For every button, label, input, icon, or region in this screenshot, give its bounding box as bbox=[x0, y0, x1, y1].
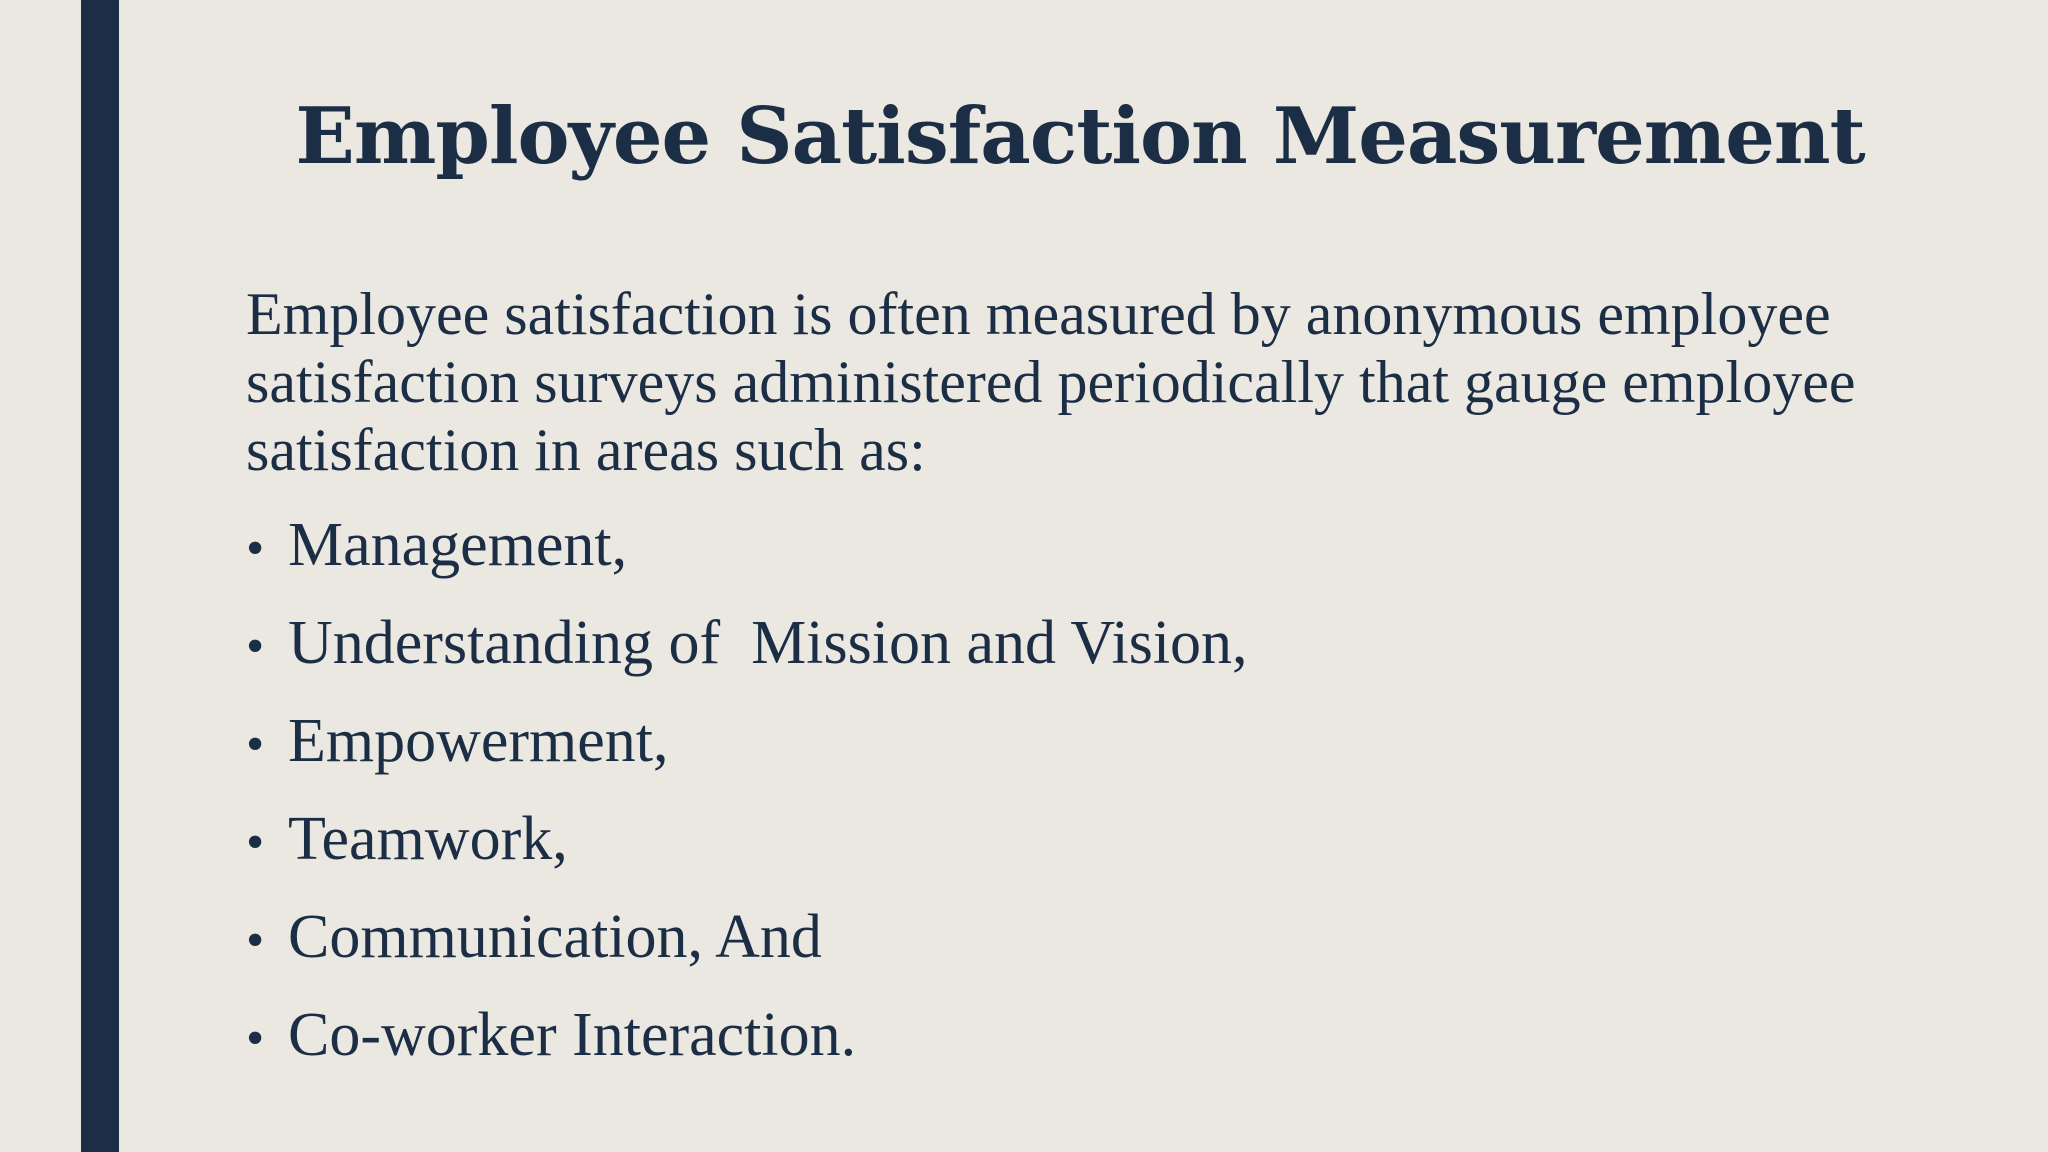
bullet-icon: • bbox=[246, 716, 265, 773]
accent-bar bbox=[81, 0, 119, 1152]
intro-paragraph: Employee satisfaction is often measured by anonymous employee satisfaction surveys administered periodically that gauge employee satisfaction in areas such as: bbox=[246, 281, 1856, 483]
slide-title: Employee Satisfaction Measurement bbox=[295, 91, 1865, 182]
bullet-list bbox=[246, 498, 2006, 1086]
bullet-text: Teamwork, bbox=[288, 805, 568, 873]
bullet-text: Co-worker Interaction. bbox=[288, 1001, 857, 1069]
bullet-text: Management, bbox=[288, 511, 628, 579]
slide-body bbox=[246, 280, 2006, 1086]
bullet-icon: • bbox=[246, 618, 265, 675]
bullet-icon: • bbox=[246, 520, 265, 577]
bullet-text: Communication, And bbox=[288, 903, 822, 971]
bullet-text: Understanding of Mission and Vision, bbox=[288, 609, 1248, 677]
bullet-item-empowerment bbox=[246, 694, 2006, 792]
bullet-icon: • bbox=[246, 814, 265, 871]
bullet-text: Empowerment, bbox=[288, 707, 669, 775]
bullet-item-mission-vision bbox=[246, 596, 2006, 694]
bullet-item-management bbox=[246, 498, 2006, 596]
bullet-item-teamwork bbox=[246, 792, 2006, 890]
bullet-icon: • bbox=[246, 912, 265, 969]
bullet-icon: • bbox=[246, 1010, 265, 1067]
bullet-item-coworker-interaction bbox=[246, 988, 2006, 1086]
bullet-item-communication bbox=[246, 890, 2006, 988]
